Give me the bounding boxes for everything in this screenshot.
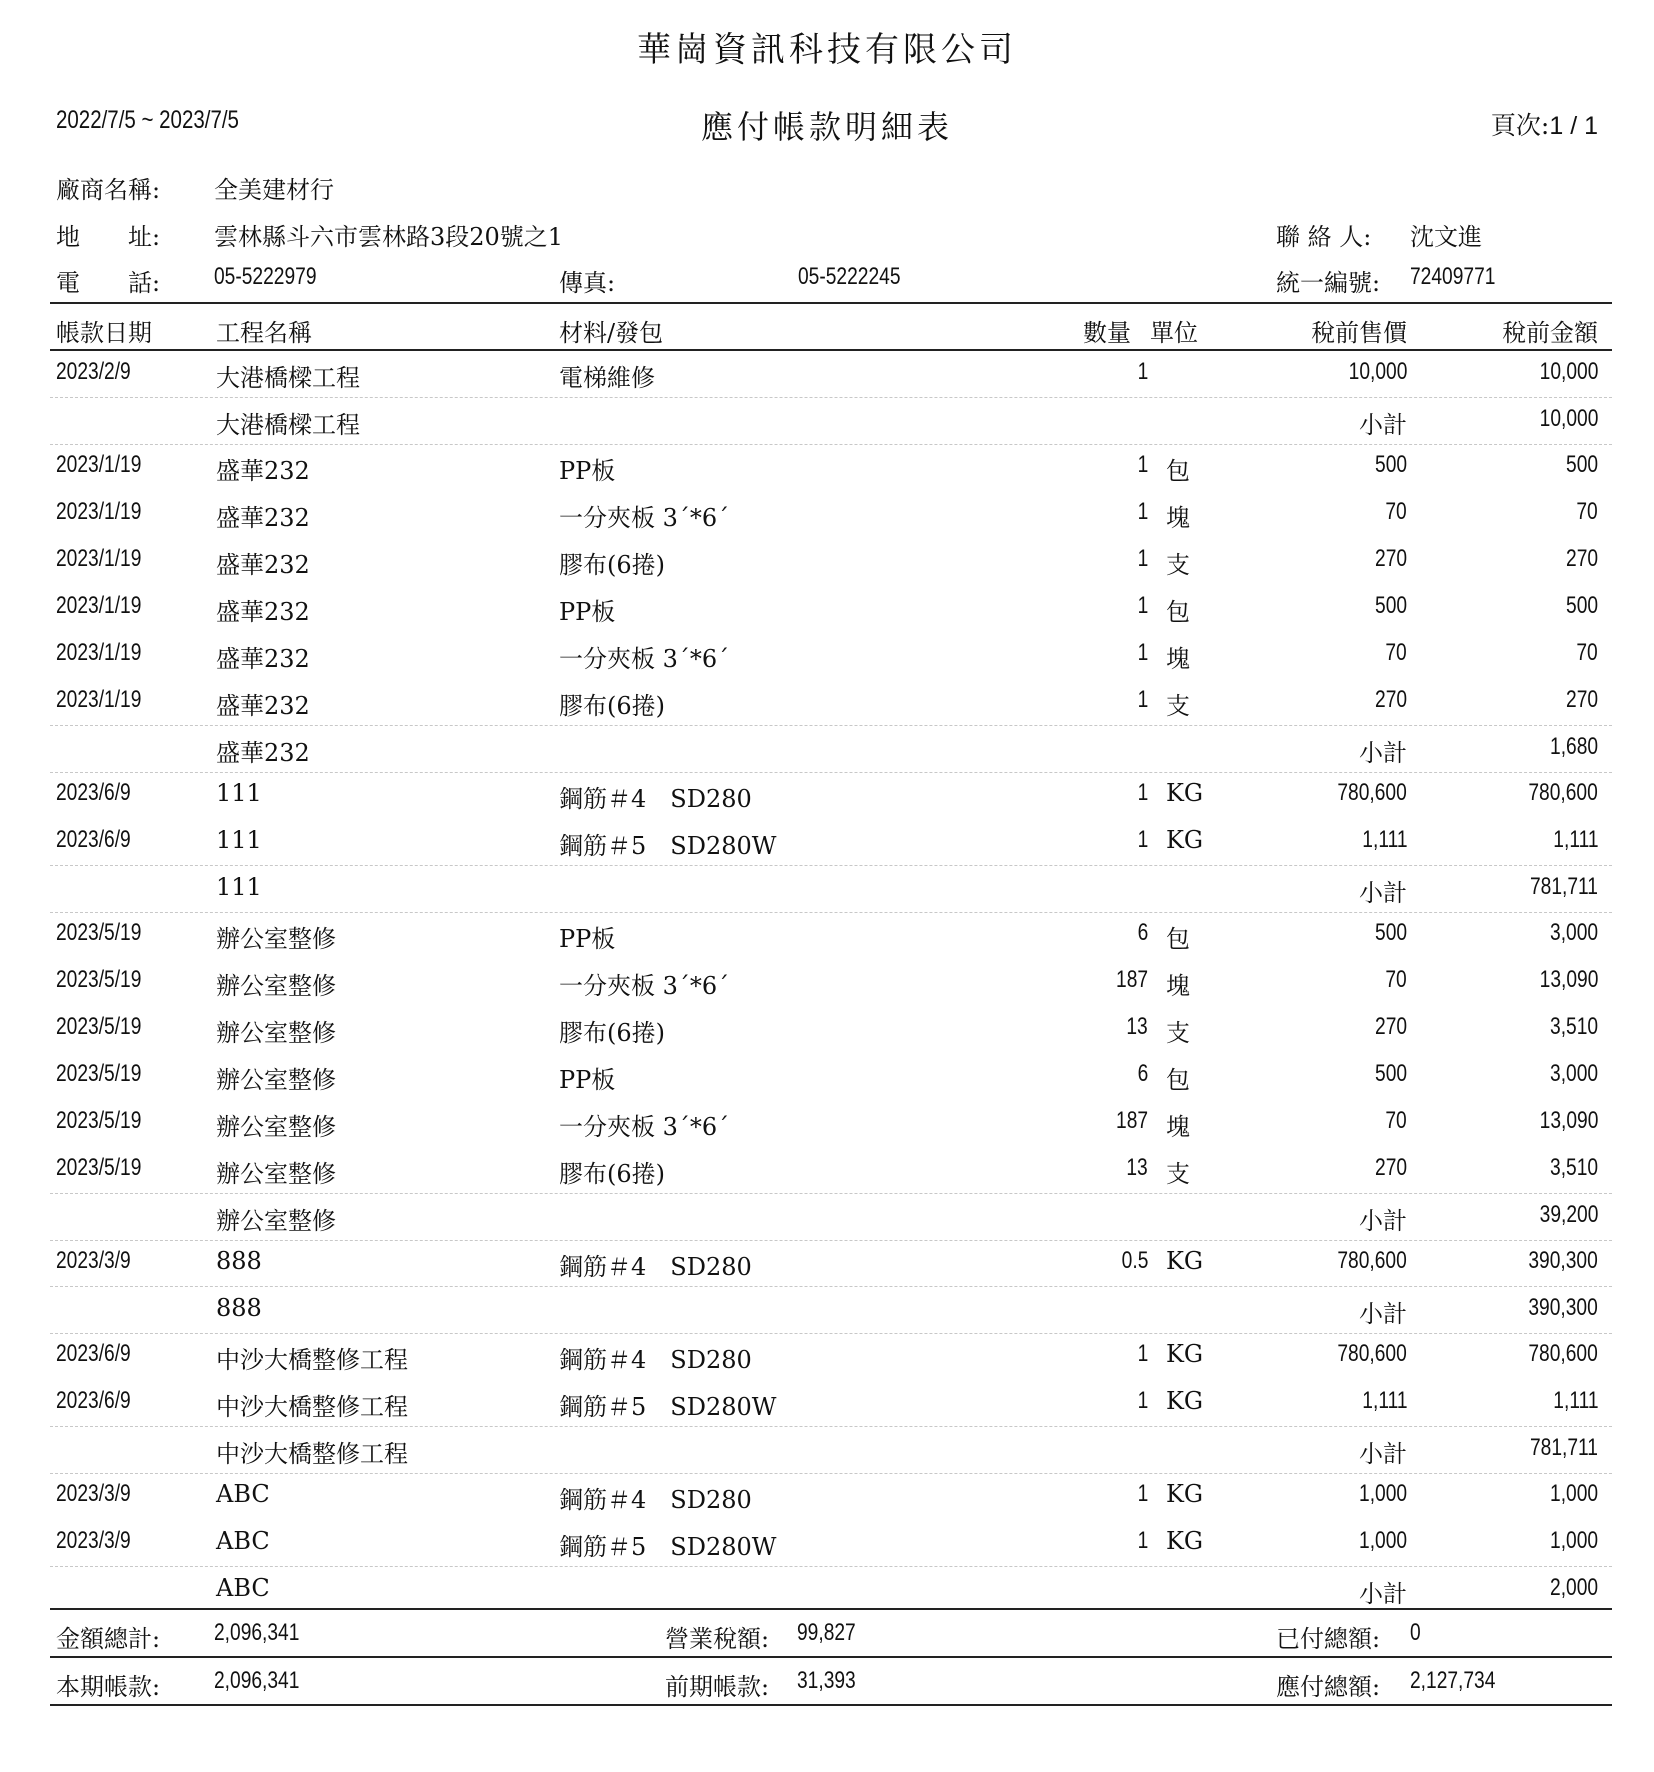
row-project: ABC bbox=[216, 1480, 270, 1508]
row-material: PP板 bbox=[559, 598, 616, 626]
row-amount: 780,600 bbox=[1528, 779, 1598, 806]
subtotal-row bbox=[0, 1426, 1654, 1473]
subtotal-label: 小計 bbox=[1359, 1439, 1407, 1468]
row-price: 10,000 bbox=[1348, 358, 1407, 385]
row-material: 一分夾板 3´*6´ bbox=[559, 1113, 730, 1141]
vendor-address: 雲林縣斗六市雲林路3段20號之1 bbox=[214, 223, 564, 251]
row-material: 鋼筋＃5 SD280W bbox=[559, 1533, 777, 1561]
col-header-price: 稅前售價 bbox=[1311, 319, 1407, 347]
row-amount: 1,000 bbox=[1549, 1480, 1598, 1507]
row-unit: 塊 bbox=[1166, 972, 1190, 1000]
row-date: 2023/1/19 bbox=[56, 686, 142, 713]
subtotal-label: 小計 bbox=[1359, 1299, 1407, 1328]
table-row bbox=[0, 631, 1654, 678]
row-date: 2023/1/19 bbox=[56, 451, 142, 478]
row-material: PP板 bbox=[559, 1066, 616, 1094]
row-amount: 3,000 bbox=[1549, 1060, 1598, 1087]
vendor-fax: 05-5222245 bbox=[798, 263, 901, 290]
row-amount: 500 bbox=[1565, 592, 1598, 619]
col-header-unit: 單位 bbox=[1150, 319, 1198, 347]
row-price: 270 bbox=[1374, 1154, 1407, 1181]
row-price: 70 bbox=[1385, 639, 1407, 666]
table-row bbox=[0, 1052, 1654, 1099]
table-row bbox=[0, 490, 1654, 537]
row-project: ABC bbox=[216, 1527, 270, 1555]
table-row bbox=[0, 818, 1654, 865]
row-date: 2023/5/19 bbox=[56, 1107, 142, 1134]
row-project: 大港橋樑工程 bbox=[216, 364, 360, 392]
row-unit: 支 bbox=[1166, 692, 1190, 720]
row-unit: 塊 bbox=[1166, 1113, 1190, 1141]
subtotal-label: 小計 bbox=[1359, 738, 1407, 767]
table-row bbox=[0, 1472, 1654, 1519]
row-project: 盛華232 bbox=[216, 645, 310, 673]
summary-bottom-rule bbox=[50, 1704, 1612, 1706]
row-material: 鋼筋＃4 SD280 bbox=[559, 1253, 752, 1281]
subtotal-amount: 781,711 bbox=[1530, 872, 1598, 900]
table-body bbox=[0, 350, 1654, 1613]
row-date: 2023/3/9 bbox=[56, 1527, 131, 1554]
header-bottom-rule bbox=[50, 349, 1612, 351]
row-unit: 包 bbox=[1166, 457, 1190, 485]
subtotal-label: 小計 bbox=[1359, 1206, 1407, 1235]
subtotal-project: 大港橋樑工程 bbox=[216, 410, 360, 439]
subtotal-amount: 781,711 bbox=[1530, 1433, 1598, 1461]
row-price: 780,600 bbox=[1337, 1340, 1407, 1367]
row-qty: 187 bbox=[1115, 966, 1148, 993]
row-qty: 6 bbox=[1137, 1060, 1148, 1087]
row-amount: 3,510 bbox=[1549, 1013, 1598, 1040]
row-material: PP板 bbox=[559, 925, 616, 953]
vendor-name-label: 廠商名稱: bbox=[56, 176, 161, 204]
subtotal-label: 小計 bbox=[1359, 1579, 1407, 1608]
contact-label: 聯 絡 人: bbox=[1276, 223, 1372, 251]
subtotal-row bbox=[0, 1566, 1654, 1613]
subtotal-label: 小計 bbox=[1359, 878, 1407, 907]
row-qty: 13 bbox=[1126, 1013, 1148, 1040]
row-price: 500 bbox=[1374, 1060, 1407, 1087]
subtotal-amount: 1,680 bbox=[1549, 732, 1598, 760]
row-material: 電梯維修 bbox=[559, 364, 655, 392]
row-price: 70 bbox=[1385, 1107, 1407, 1134]
paid-value: 0 bbox=[1410, 1619, 1421, 1646]
row-unit: KG bbox=[1166, 1387, 1204, 1415]
row-price: 500 bbox=[1374, 451, 1407, 478]
row-project: 辦公室整修 bbox=[216, 925, 336, 953]
row-material: 一分夾板 3´*6´ bbox=[559, 972, 730, 1000]
row-material: PP板 bbox=[559, 457, 616, 485]
row-date: 2023/1/19 bbox=[56, 545, 142, 572]
row-material: 膠布(6捲) bbox=[559, 1019, 665, 1047]
row-material: 鋼筋＃4 SD280 bbox=[559, 785, 752, 813]
table-row bbox=[0, 350, 1654, 397]
row-date: 2023/5/19 bbox=[56, 919, 142, 946]
previous-value: 31,393 bbox=[797, 1667, 856, 1694]
row-project: 盛華232 bbox=[216, 692, 310, 720]
table-row bbox=[0, 1239, 1654, 1286]
table-row bbox=[0, 443, 1654, 490]
total-value: 2,096,341 bbox=[214, 1619, 300, 1646]
row-unit: 包 bbox=[1166, 925, 1190, 953]
row-amount: 780,600 bbox=[1528, 1340, 1598, 1367]
page-value: 1 / 1 bbox=[1549, 112, 1598, 140]
row-material: 鋼筋＃5 SD280W bbox=[559, 1393, 777, 1421]
col-header-material: 材料/發包 bbox=[559, 319, 664, 347]
row-date: 2023/2/9 bbox=[56, 358, 131, 385]
tax-value: 99,827 bbox=[797, 1619, 856, 1646]
row-unit: 支 bbox=[1166, 1019, 1190, 1047]
subtotal-row bbox=[0, 1286, 1654, 1333]
row-price: 270 bbox=[1374, 1013, 1407, 1040]
subtotal-project: 111 bbox=[216, 872, 262, 901]
payable-value: 2,127,734 bbox=[1410, 1667, 1496, 1694]
row-qty: 1 bbox=[1137, 358, 1148, 385]
row-price: 270 bbox=[1374, 686, 1407, 713]
table-row bbox=[0, 584, 1654, 631]
vendor-name: 全美建材行 bbox=[214, 176, 334, 204]
row-material: 一分夾板 3´*6´ bbox=[559, 645, 730, 673]
row-price: 1,000 bbox=[1358, 1527, 1407, 1554]
contact-name: 沈文進 bbox=[1410, 223, 1482, 251]
row-amount: 270 bbox=[1565, 686, 1598, 713]
row-date: 2023/6/9 bbox=[56, 1340, 131, 1367]
subtotal-amount: 390,300 bbox=[1528, 1293, 1598, 1321]
subtotal-project: 888 bbox=[216, 1293, 262, 1322]
row-qty: 0.5 bbox=[1121, 1247, 1148, 1274]
table-row bbox=[0, 1332, 1654, 1379]
table-row bbox=[0, 678, 1654, 725]
row-amount: 390,300 bbox=[1528, 1247, 1598, 1274]
row-project: 辦公室整修 bbox=[216, 1019, 336, 1047]
subtotal-project: 辦公室整修 bbox=[216, 1206, 336, 1235]
total-label: 金額總計: bbox=[56, 1625, 161, 1653]
row-unit: KG bbox=[1166, 779, 1204, 807]
payable-label: 應付總額: bbox=[1276, 1673, 1381, 1701]
row-material: 膠布(6捲) bbox=[559, 1160, 665, 1188]
row-project: 111 bbox=[216, 826, 262, 854]
row-amount: 70 bbox=[1576, 639, 1598, 666]
subtotal-amount: 39,200 bbox=[1539, 1200, 1598, 1228]
row-qty: 1 bbox=[1137, 639, 1148, 666]
company-name: 華崗資訊科技有限公司 bbox=[637, 30, 1017, 70]
summary-row-1 bbox=[0, 1610, 1654, 1656]
row-price: 1,111 bbox=[1361, 826, 1407, 853]
subtotal-project: ABC bbox=[216, 1573, 270, 1602]
col-header-project: 工程名稱 bbox=[216, 319, 312, 347]
row-unit: 支 bbox=[1166, 1160, 1190, 1188]
vendor-phone-label: 電 話: bbox=[56, 269, 161, 297]
summary-row-2 bbox=[0, 1658, 1654, 1704]
subtotal-row bbox=[0, 725, 1654, 772]
row-unit: KG bbox=[1166, 1340, 1204, 1368]
row-material: 鋼筋＃4 SD280 bbox=[559, 1486, 752, 1514]
row-date: 2023/5/19 bbox=[56, 966, 142, 993]
row-price: 780,600 bbox=[1337, 779, 1407, 806]
row-project: 辦公室整修 bbox=[216, 1160, 336, 1188]
row-date: 2023/1/19 bbox=[56, 592, 142, 619]
row-qty: 1 bbox=[1137, 779, 1148, 806]
subtotal-project: 盛華232 bbox=[216, 738, 310, 767]
row-project: 盛華232 bbox=[216, 457, 310, 485]
tax-label: 營業稅額: bbox=[665, 1625, 770, 1653]
row-qty: 1 bbox=[1137, 1480, 1148, 1507]
row-amount: 3,510 bbox=[1549, 1154, 1598, 1181]
table-row bbox=[0, 958, 1654, 1005]
row-qty: 1 bbox=[1137, 545, 1148, 572]
vendor-phone: 05-5222979 bbox=[214, 263, 317, 290]
tax-id: 72409771 bbox=[1410, 263, 1496, 290]
row-date: 2023/3/9 bbox=[56, 1247, 131, 1274]
row-project: 盛華232 bbox=[216, 504, 310, 532]
row-project: 中沙大橋整修工程 bbox=[216, 1346, 408, 1374]
paid-label: 已付總額: bbox=[1276, 1625, 1381, 1653]
row-unit: KG bbox=[1166, 1480, 1204, 1508]
row-price: 780,600 bbox=[1337, 1247, 1407, 1274]
vendor-fax-label: 傳真: bbox=[559, 269, 616, 297]
row-price: 70 bbox=[1385, 498, 1407, 525]
row-project: 辦公室整修 bbox=[216, 1066, 336, 1094]
page-label: 頁次: bbox=[1490, 111, 1550, 140]
row-unit: KG bbox=[1166, 1247, 1204, 1275]
vendor-address-label: 地 址: bbox=[56, 223, 161, 251]
table-row bbox=[0, 1005, 1654, 1052]
row-material: 鋼筋＃4 SD280 bbox=[559, 1346, 752, 1374]
row-qty: 1 bbox=[1137, 1340, 1148, 1367]
row-qty: 1 bbox=[1137, 686, 1148, 713]
row-project: 888 bbox=[216, 1247, 262, 1275]
row-date: 2023/5/19 bbox=[56, 1154, 142, 1181]
row-amount: 1,111 bbox=[1552, 826, 1598, 853]
subtotal-label: 小計 bbox=[1359, 410, 1407, 439]
row-amount: 500 bbox=[1565, 451, 1598, 478]
row-price: 1,111 bbox=[1361, 1387, 1407, 1414]
tax-id-label: 統一編號: bbox=[1276, 269, 1381, 297]
row-date: 2023/3/9 bbox=[56, 1480, 131, 1507]
row-qty: 1 bbox=[1137, 451, 1148, 478]
row-qty: 6 bbox=[1137, 919, 1148, 946]
table-header-row bbox=[0, 303, 1654, 350]
row-unit: 支 bbox=[1166, 551, 1190, 579]
row-amount: 1,111 bbox=[1552, 1387, 1598, 1414]
table-row bbox=[0, 911, 1654, 958]
payables-table bbox=[0, 303, 1654, 1613]
row-project: 111 bbox=[216, 779, 262, 807]
col-header-amount: 稅前金額 bbox=[1502, 319, 1598, 347]
current-value: 2,096,341 bbox=[214, 1667, 300, 1694]
row-project: 盛華232 bbox=[216, 551, 310, 579]
subtotal-amount: 10,000 bbox=[1539, 404, 1598, 432]
report-title: 應付帳款明細表 bbox=[700, 108, 953, 146]
row-qty: 1 bbox=[1137, 826, 1148, 853]
row-qty: 187 bbox=[1115, 1107, 1148, 1134]
row-material: 鋼筋＃5 SD280W bbox=[559, 832, 777, 860]
row-amount: 13,090 bbox=[1539, 966, 1598, 993]
col-header-date: 帳款日期 bbox=[56, 319, 152, 347]
row-amount: 1,000 bbox=[1549, 1527, 1598, 1554]
row-date: 2023/6/9 bbox=[56, 826, 131, 853]
table-row bbox=[0, 1379, 1654, 1426]
row-unit: 塊 bbox=[1166, 645, 1190, 673]
row-date: 2023/6/9 bbox=[56, 1387, 131, 1414]
row-amount: 3,000 bbox=[1549, 919, 1598, 946]
row-material: 膠布(6捲) bbox=[559, 551, 665, 579]
row-price: 270 bbox=[1374, 545, 1407, 572]
subtotal-row bbox=[0, 397, 1654, 444]
previous-label: 前期帳款: bbox=[665, 1673, 770, 1701]
col-header-qty: 數量 bbox=[1083, 319, 1131, 347]
row-price: 500 bbox=[1374, 592, 1407, 619]
current-label: 本期帳款: bbox=[56, 1673, 161, 1701]
row-project: 中沙大橋整修工程 bbox=[216, 1393, 408, 1421]
row-project: 辦公室整修 bbox=[216, 1113, 336, 1141]
row-price: 1,000 bbox=[1358, 1480, 1407, 1507]
row-qty: 1 bbox=[1137, 1387, 1148, 1414]
row-material: 膠布(6捲) bbox=[559, 692, 665, 720]
row-unit: 塊 bbox=[1166, 504, 1190, 532]
row-price: 70 bbox=[1385, 966, 1407, 993]
table-row bbox=[0, 537, 1654, 584]
row-amount: 13,090 bbox=[1539, 1107, 1598, 1134]
subtotal-amount: 2,000 bbox=[1549, 1573, 1598, 1601]
report-period: 2022/7/5 ~ 2023/7/5 bbox=[56, 106, 239, 134]
row-material: 一分夾板 3´*6´ bbox=[559, 504, 730, 532]
row-date: 2023/1/19 bbox=[56, 498, 142, 525]
row-unit: KG bbox=[1166, 1527, 1204, 1555]
subtotal-project: 中沙大橋整修工程 bbox=[216, 1439, 408, 1468]
row-amount: 10,000 bbox=[1539, 358, 1598, 385]
table-row bbox=[0, 1519, 1654, 1566]
row-qty: 1 bbox=[1137, 1527, 1148, 1554]
row-date: 2023/6/9 bbox=[56, 779, 131, 806]
row-project: 盛華232 bbox=[216, 598, 310, 626]
table-row bbox=[0, 1099, 1654, 1146]
row-project: 辦公室整修 bbox=[216, 972, 336, 1000]
row-unit: 包 bbox=[1166, 598, 1190, 626]
subtotal-row bbox=[0, 1193, 1654, 1240]
row-qty: 1 bbox=[1137, 498, 1148, 525]
page-number bbox=[1491, 106, 1598, 142]
row-amount: 270 bbox=[1565, 545, 1598, 572]
row-qty: 1 bbox=[1137, 592, 1148, 619]
row-unit: 包 bbox=[1166, 1066, 1190, 1094]
subtotal-row bbox=[0, 865, 1654, 912]
row-date: 2023/5/19 bbox=[56, 1013, 142, 1040]
row-amount: 70 bbox=[1576, 498, 1598, 525]
row-qty: 13 bbox=[1126, 1154, 1148, 1181]
row-price: 500 bbox=[1374, 919, 1407, 946]
row-date: 2023/5/19 bbox=[56, 1060, 142, 1087]
table-row bbox=[0, 771, 1654, 818]
table-row bbox=[0, 1146, 1654, 1193]
row-date: 2023/1/19 bbox=[56, 639, 142, 666]
row-unit: KG bbox=[1166, 826, 1204, 854]
